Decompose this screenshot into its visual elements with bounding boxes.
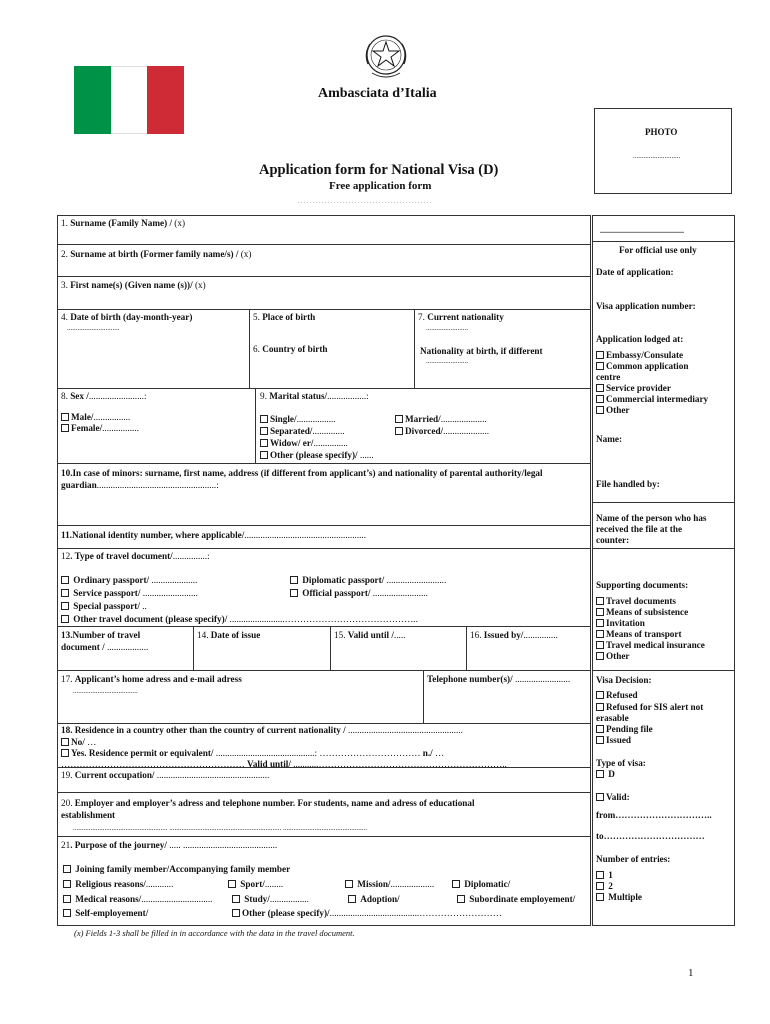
lodged-common-centre: centre [596, 372, 621, 382]
checkbox-icon[interactable] [61, 738, 69, 746]
field-home-address[interactable]: 17. Applicant’s home adress and e-mail adress [61, 674, 242, 684]
checkbox-icon[interactable] [348, 895, 356, 903]
decision-refused-sis-option[interactable]: Refused for SIS alert not [596, 702, 703, 713]
checkbox-icon[interactable] [260, 439, 268, 447]
purpose-other-option[interactable]: Other (please specify)/.......................................……………………… [232, 908, 502, 919]
lodged-common-option[interactable]: Common application [596, 361, 688, 372]
guardian-line: guardian....................................................: [61, 480, 219, 490]
official-person-received-3: counter: [596, 535, 630, 545]
checkbox-icon[interactable] [63, 880, 71, 888]
official-valid-option[interactable]: Valid: [596, 792, 630, 803]
employer-dots: ...................................................... ................................................................ ................................................ [73, 824, 367, 832]
purpose-joining-option[interactable]: Joining family member/Accompanying family member [63, 864, 290, 875]
checkbox-icon[interactable] [290, 576, 298, 584]
decision-erasable: erasable [596, 713, 629, 723]
checkbox-icon[interactable] [260, 415, 268, 423]
official-valid-to: to…………………………… [596, 831, 705, 841]
marital-widow-option[interactable]: Widow/ er/............... [260, 438, 348, 449]
lodged-embassy-option[interactable]: Embassy/Consulate [596, 350, 683, 361]
nationality-dots: ........................ [426, 324, 468, 332]
decision-issued-option[interactable]: Issued [596, 735, 631, 746]
checkbox-icon[interactable] [596, 351, 604, 359]
photo-dots: ........................... [633, 152, 681, 160]
checkbox-icon[interactable] [596, 893, 604, 901]
checkbox-icon[interactable] [61, 576, 69, 584]
checkbox-icon[interactable] [596, 608, 604, 616]
checkbox-icon[interactable] [63, 909, 71, 917]
italian-flag [74, 66, 184, 134]
official-visa-decision: Visa Decision: [596, 675, 652, 685]
checkbox-icon[interactable] [596, 770, 604, 778]
supporting-subsistence-option[interactable]: Means of subsistence [596, 607, 688, 618]
photo-box [594, 108, 732, 194]
field-employer[interactable]: 20. Employer and employer’s adress and telephone number. For students, name and adress of educational [61, 798, 475, 808]
field-current-occupation[interactable]: 19. Current occupation/ ................................................. [61, 770, 270, 780]
field-date-of-issue[interactable]: 14. Date of issue [197, 630, 261, 640]
field-country-of-birth[interactable]: 6. Country of birth [253, 344, 328, 354]
visa-type-d-option[interactable]: D [596, 769, 615, 780]
checkbox-icon[interactable] [596, 871, 604, 879]
embassy-name: Ambasciata d’Italia [318, 86, 437, 101]
purpose-study-option[interactable]: Study/................. [232, 894, 309, 905]
official-top-dots: .......................................... [600, 226, 684, 235]
checkbox-icon[interactable] [345, 880, 353, 888]
marital-single-option[interactable]: Single/................. [260, 414, 336, 425]
purpose-sport-option[interactable]: Sport/........ [228, 879, 283, 890]
entries-multiple-option[interactable]: Multiple [596, 892, 642, 903]
checkbox-icon[interactable] [596, 641, 604, 649]
supporting-other-option[interactable]: Other [596, 651, 629, 662]
official-valid-from: from………………………….. [596, 810, 712, 820]
field-surname-at-birth[interactable]: 2. Surname at birth (Former family name/s) / (x) [61, 249, 252, 259]
marital-married-option[interactable]: Married/.................... [395, 414, 487, 425]
checkbox-icon[interactable] [395, 427, 403, 435]
field-marital-status: 9. Marital status/.................: [260, 391, 369, 401]
checkbox-icon[interactable] [61, 749, 69, 757]
official-visa-number: Visa application number: [596, 301, 696, 311]
checkbox-icon[interactable] [260, 427, 268, 435]
decision-pending-option[interactable]: Pending file [596, 724, 653, 735]
purpose-subordinate-option[interactable]: Subordinate employement/ [457, 894, 575, 905]
field-first-names[interactable]: 3. First name(s) (Given name (s))/ (x) [61, 280, 206, 290]
checkbox-icon[interactable] [61, 424, 69, 432]
checkbox-icon[interactable] [452, 880, 460, 888]
checkbox-icon[interactable] [596, 619, 604, 627]
checkbox-icon[interactable] [596, 384, 604, 392]
purpose-medical-option[interactable]: Medical reasons/............................... [63, 894, 212, 905]
page-number: 1 [688, 967, 694, 979]
doc-special-option[interactable]: Special passport/ .. [61, 601, 147, 612]
doc-ordinary-option[interactable]: Ordinary passport/ .................... [61, 575, 197, 586]
checkbox-icon[interactable] [596, 597, 604, 605]
residence-valid-until[interactable]: …………………………………………………… Valid until/ ...........…………………………………………………….. [61, 759, 507, 769]
checkbox-icon[interactable] [228, 880, 236, 888]
form-subtitle: Free application form [329, 180, 432, 192]
footnote: (x) Fields 1-3 shall be filled in in accordance with the data in the travel document. [74, 928, 355, 938]
checkbox-icon[interactable] [61, 589, 69, 597]
dob-dots: .............................. [67, 324, 120, 332]
supporting-transport-option[interactable]: Means of transport [596, 629, 682, 640]
field-residence-other-country: 18. Residence in a country other than the country of current nationality / .................................................. [61, 725, 463, 735]
field-travel-document-type: 12. Type of travel document/...............: [61, 551, 210, 561]
checkbox-icon[interactable] [596, 652, 604, 660]
travel-doc-number-line2: document / .................. [61, 642, 149, 652]
checkbox-icon[interactable] [457, 895, 465, 903]
official-number-of-entries: Number of entries: [596, 854, 671, 864]
field-national-id[interactable]: 11.National identity number, where applicable/..................................................... [61, 530, 366, 540]
official-file-handled: File handled by: [596, 479, 660, 489]
lodged-service-provider-option[interactable]: Service provider [596, 383, 671, 394]
official-type-of-visa: Type of visa: [596, 758, 646, 768]
purpose-religious-option[interactable]: Religious reasons/............ [63, 879, 173, 890]
checkbox-icon[interactable] [290, 589, 298, 597]
checkbox-icon[interactable] [61, 413, 69, 421]
field-surname[interactable]: 1. Surname (Family Name) / (x) [61, 218, 186, 228]
official-date-of-application: Date of application: [596, 267, 674, 277]
lodged-commercial-option[interactable]: Commercial intermediary [596, 394, 708, 405]
residence-yes-option[interactable]: Yes. Residence permit or equivalent/ ...........................................: …………………………… n./ … [61, 748, 444, 759]
official-person-received-1: Name of the person who has [596, 513, 707, 523]
decision-refused-option[interactable]: Refused [596, 690, 638, 701]
supporting-travel-docs-option[interactable]: Travel documents [596, 596, 676, 607]
marital-separated-option[interactable]: Separated/.............. [260, 426, 345, 437]
checkbox-icon[interactable] [596, 793, 604, 801]
field-date-of-birth[interactable]: 4. Date of birth (day-month-year) [61, 312, 193, 322]
nationality-birth-dots: ........................ [426, 357, 468, 365]
checkbox-icon[interactable] [260, 451, 268, 459]
checkbox-icon[interactable] [63, 895, 71, 903]
lodged-other-option[interactable]: Other [596, 405, 629, 416]
field-travel-doc-number[interactable]: 13.Number of travel [61, 630, 141, 640]
official-use-title: For official use only [619, 245, 697, 255]
header-dotted-line: . . . . . . . . . . . . . . . . . . . . . . . . . . . . . . . . . . . . . . . . . . . . . [298, 199, 432, 205]
checkbox-icon[interactable] [395, 415, 403, 423]
photo-label: PHOTO [645, 127, 678, 137]
purpose-diplomatic-option[interactable]: Diplomatic/ [452, 879, 510, 890]
field-issued-by[interactable]: 16. Issued by/............... [470, 630, 558, 640]
checkbox-icon[interactable] [232, 909, 240, 917]
checkbox-icon[interactable] [596, 882, 604, 890]
employer-line2: establishment [61, 810, 116, 820]
sex-male-option[interactable]: Male/................ [61, 412, 130, 423]
checkbox-icon[interactable] [63, 865, 71, 873]
field-place-of-birth[interactable]: 5. Place of birth [253, 312, 316, 322]
checkbox-icon[interactable] [596, 725, 604, 733]
checkbox-icon[interactable] [61, 615, 69, 623]
doc-official-option[interactable]: Official passport/ ........................ [290, 588, 428, 599]
entries-2-option[interactable]: 2 [596, 881, 613, 892]
supporting-invitation-option[interactable]: Invitation [596, 618, 645, 629]
field-valid-until[interactable]: 15. Valid until /..... [334, 630, 406, 640]
doc-diplomatic-option[interactable]: Diplomatic passport/ .......................... [290, 575, 446, 586]
checkbox-icon[interactable] [232, 895, 240, 903]
checkbox-icon[interactable] [596, 395, 604, 403]
checkbox-icon[interactable] [596, 736, 604, 744]
field-nationality-at-birth[interactable]: Nationality at birth, if different [420, 346, 543, 356]
field-purpose-of-journey: 21. Purpose of the journey/ ..... ......................................... [61, 840, 278, 850]
checkbox-icon[interactable] [596, 703, 604, 711]
form-title: Application form for National Visa (D) [259, 162, 499, 178]
doc-service-option[interactable]: Service passport/ ........................ [61, 588, 198, 599]
field-minors-guardian[interactable]: 10.In case of minors: surname, first name, address (if different from applicant’s) and nationality of parental authority/legal [61, 468, 543, 478]
official-person-received-2: received the file at the [596, 524, 683, 534]
entries-1-option[interactable]: 1 [596, 870, 613, 881]
checkbox-icon[interactable] [596, 630, 604, 638]
checkbox-icon[interactable] [61, 602, 69, 610]
official-lodged-at: Application lodged at: [596, 334, 684, 344]
purpose-adoption-option[interactable]: Adoption/ [348, 894, 400, 905]
checkbox-icon[interactable] [596, 691, 604, 699]
official-name: Name: [596, 434, 623, 444]
star-emblem-icon [358, 26, 414, 82]
field-telephone[interactable]: Telephone number(s)/ ........................ [427, 674, 571, 684]
home-address-dots: ..................................... [73, 687, 138, 695]
purpose-mission-option[interactable]: Mission/................... [345, 879, 434, 890]
marital-other-option[interactable]: Other (please specify)/ ...... [260, 450, 374, 461]
field-current-nationality[interactable]: 7. Current nationality [418, 312, 504, 322]
purpose-self-employed-option[interactable]: Self-employement/ [63, 908, 148, 919]
sex-female-option[interactable]: Female/................ [61, 423, 139, 434]
doc-other-option[interactable]: Other travel document (please specify)/ ........................…………………………………….. [61, 614, 418, 625]
residence-no-option[interactable]: No/ … [61, 737, 96, 748]
checkbox-icon[interactable] [596, 406, 604, 414]
official-supporting-docs: Supporting documents: [596, 580, 689, 590]
field-sex: 8. Sex /........................: [61, 391, 147, 401]
supporting-insurance-option[interactable]: Travel medical insurance [596, 640, 705, 651]
marital-divorced-option[interactable]: Divorced/.................... [395, 426, 489, 437]
checkbox-icon[interactable] [596, 362, 604, 370]
